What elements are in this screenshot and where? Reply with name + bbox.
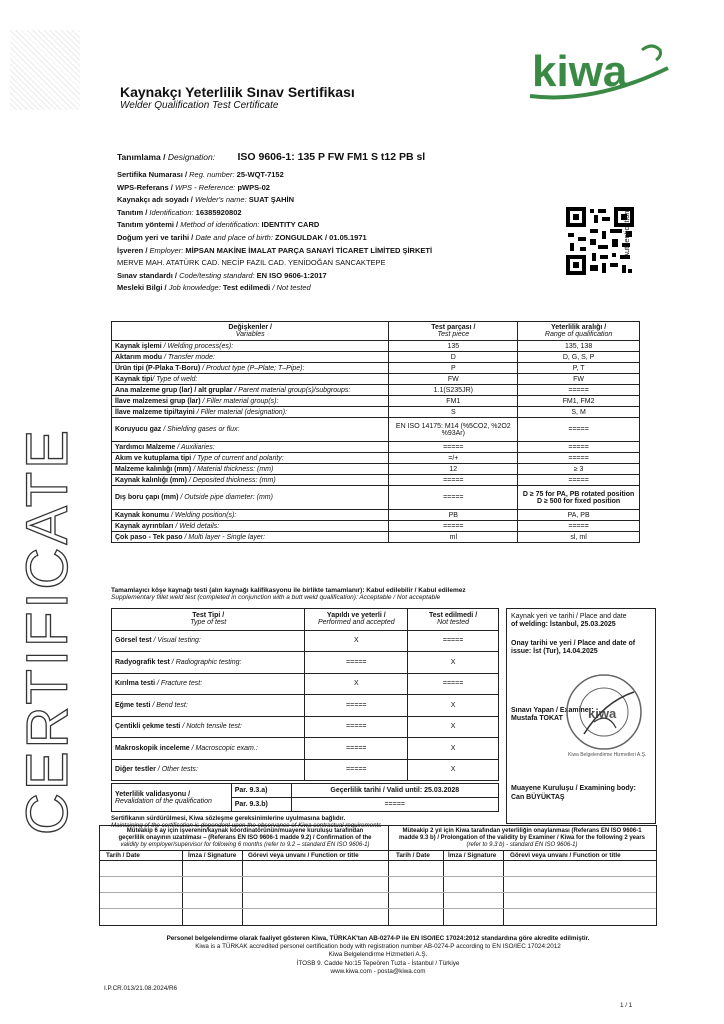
place-of-welding: Kaynak yeri ve tarihi / Place and date of welding: İstanbul, 25.03.2025 [511,613,627,629]
var-row: Kaynak işlemi / Welding process(es): 135 135, 138 [112,341,640,352]
sig-col-date-right: Tarih / Date [396,852,430,859]
var-row: Malzeme kalınlığı (mm) / Material thickness: (mm) 12 ≥ 3 [112,464,640,475]
svg-text:kiwa: kiwa [588,706,617,721]
test-row: Makroskopik inceleme / Macroscopic exam.: ===== X [112,738,499,760]
field-method: Tanıtım yöntemi / Method of identification: IDENTITY CARD [117,220,320,230]
logo-text: kiwa [532,47,628,96]
field-wps: WPS-Referans / WPS - Reference: pWPS-02 [117,182,270,192]
var-row: Kaynak kalınlığı (mm) / Deposited thickness: (mm) ===== ===== [112,475,640,486]
var-row: Yardımcı Malzeme / Auxiliaries: ===== ===== [112,442,640,453]
var-row: İlave malzemesi grup (lar) / Filler material group(s): FM1 FM1, FM2 [112,396,640,407]
tests-header: Test Tipi / Type of test Yapıldı ve yeterli / Performed and accepted Test edilmedi / Not tested [112,609,499,631]
personal-fields [117,171,557,297]
var-row: Aktarım modu / Transfer mode: D D, G, S, P [112,352,640,363]
issue-date: Onay tarihi ve yeri / Place and date of issue: İst (Tur), 14.04.2025 [511,639,636,656]
field-job: Mesleki Bilgi / Job knowledge: Test edilmedi / Not tested [117,283,311,293]
page-number: 1 / 1 [620,1002,633,1009]
var-row: Ürün tipi (P-Plaka T-Boru) / Product type (P–Plate; T–Pipe): P P, T [112,363,640,374]
sig-col-sign-left: İmza / Signature [188,852,237,859]
field-reg: Sertifika Numarası / Reg. number: 25-WQT-7152 [117,170,284,179]
left-margin [0,0,85,1024]
var-row: Koruyucu gaz / Shielding gases or flux: EN ISO 14175: M14 (%5CO2, %2O2 %93Ar) ===== [112,418,640,442]
field-birth: Doğum yeri ve tarihi / Date and place of birth: ZONGULDAK / 01.05.1971 [117,232,367,242]
continuation-note: Sertifikanın sürdürülmesi, Kiwa sözleşme gereksinimlerine uyulmasına bağlıdır. Maintaining of the certification is dependent upon the observance of Kiwa contractual requirements [111,815,382,830]
certificate-watermark: CERTIFICATE [15,427,80,835]
examiner: Sınavı Yapan / Examiner: Mustafa TOKAT [511,706,594,722]
certificate-title: Kaynakçı Yeterlilik Sınav Sertifikası [120,84,355,100]
field-id: Tanıtım / Identification: 16385920802 [117,207,242,217]
field-standard: Sınav standardı / Code/testing standard: EN ISO 9606-1:2017 [117,270,327,280]
form-code: I.P.CR.013/21.08.2024/R6 [104,985,178,992]
certificate-subtitle: Welder Qualification Test Certificate [120,100,279,111]
var-row: Kaynak ayrıntıları / Weld details: ===== ===== [112,521,640,532]
var-row: Kaynak konumu / Welding position(s): PB PA, PB [112,510,640,521]
var-row: Dış boru çapı (mm) / Outside pipe diameter: (mm) ===== D ≥ 75 for PA, PB rotated position D ≥ 500 for fixed position [112,486,640,510]
variables-table [111,321,640,543]
variables-header: Değişkenler / Variables Test parçası / Test piece Yeterlilik aralığı / Range of qualification [112,322,640,341]
sig-col-sign-right: İmza / Signature [448,852,497,859]
designation-value: ISO 9606-1: 135 P FW FM1 S t12 PB sl [237,151,426,163]
footer: Personel belgelendirme olarak faaliyet gösteren Kiwa, TÜRKAK'tan AB-0274-P ile EN ISO/IEC 17024:2012 standardına göre akredite edilmiştir. Kiwa is a TÜRKAK accredited personel certification body with registration number AB-0274-P according to EN ISO/IEC 17024:2012 Kiwa Belgelendirme Hizmetleri A.Ş. İTOSB 9. Cadde No:15 Tepeören Tuzla - İstanbul / Türkiye www.kiwa.com - posta@kiwa.com [166,935,590,975]
stamp-text: Kiwa Belgelendirme Hizmetleri A.Ş. [568,752,647,758]
confirm-right: Müteakip 2 yıl için Kiwa tarafından yeterliliğin onaylanması (Referans EN ISO 9606-1 madde 9.3 b) / Prolongation of the validity by Examiner / Kiwa for the following 2 years (refer to 9.3 b) - standard EN ISO 9606-1) [398,828,646,849]
var-row: Ana malzeme grup (lar) / alt gruplar / Parent material group(s)/subgroups: 1.1(S235JR) ===== [112,385,640,396]
var-row: Kaynak tipi/ Type of weld: FW FW [112,374,640,385]
confirm-left: Müteakip 6 ay için işverenin/kaynak koordinatörünün/muayene kuruluşu tarafından geçerlilik onayının uzatılması – (Referans EN ISO 9606-1 madde 9.2) / Confirmation of the validity by employer/supervisor for following 6 months (refer to 9.2 – standard EN ISO 9606-1) [118,828,372,849]
sig-col-func-right: Görevi veya unvanı / Function or title [510,852,621,859]
authentication-label: Authentication [622,210,631,258]
kiwa-stamp [564,672,644,752]
fillet-test-note: Tamamlayıcı köşe kaynağı testi (alın kaynağı kalifikasyonu ile birlikte tamamlanır): Kabul edilebilir / Kabul edilemez Supplementary fillet weld test (completed in conjunction with a butt weld qualification): Acceptable / Not acceptable [111,587,466,602]
test-row: Kırılma testi / Fracture test: X ===== [112,673,499,695]
examining-body: Muayene Kuruluşu / Examining body: Can BÜYÜKTAŞ [511,785,636,801]
test-row: Çentikli çekme testi / Notch tensile test: ===== X [112,716,499,738]
test-row: Eğme testi / Bend test: ===== X [112,695,499,717]
field-welder: Kaynakçı adı soyadı / Welder's name: SUAT ŞAHİN [117,195,295,205]
test-row: Görsel test / Visual testing: X ===== [112,630,499,652]
tests-table [111,608,499,781]
confirmation-section [99,825,657,926]
security-pattern [10,30,80,110]
var-row: Çok paso - Tek paso / Multi layer - Single layer: ml sl, ml [112,532,640,543]
var-row: İlave malzeme tipi/tayini / Filler material (designation): S S, M [112,407,640,418]
validity-table: Yeterlilik validasyonu / Revalidation of the qualification Par. 9.3.a) Geçerlilik tarihi / Valid until: 25.03.2028 Par. 9.3.b) ===== [111,783,499,812]
test-row: Diğer testler / Other tests: ===== X [112,759,499,781]
field-address: MERVE MAH. ATATÜRK CAD. NECİP FAZIL CAD. YENİDOĞAN SANCAKTEPE [117,258,386,268]
field-employer: İşveren / Employer: MİPSAN MAKİNE İMALAT PARÇA SANAYİ TİCARET LİMİTED ŞİRKETİ [117,245,433,255]
sig-col-date-left: Tarih / Date [106,852,140,859]
var-row: Akım ve kutuplama tipi / Type of current and polarity: =/+ ===== [112,453,640,464]
kiwa-logo [524,38,674,102]
sig-col-func-left: Görevi veya unvanı / Function or title [248,852,359,859]
test-row: Radyografik test / Radiographic testing: ===== X [112,652,499,674]
designation-row: Tanımlama / Designation: ISO 9606-1: 135 P FW FM1 S t12 PB sl [117,151,426,163]
